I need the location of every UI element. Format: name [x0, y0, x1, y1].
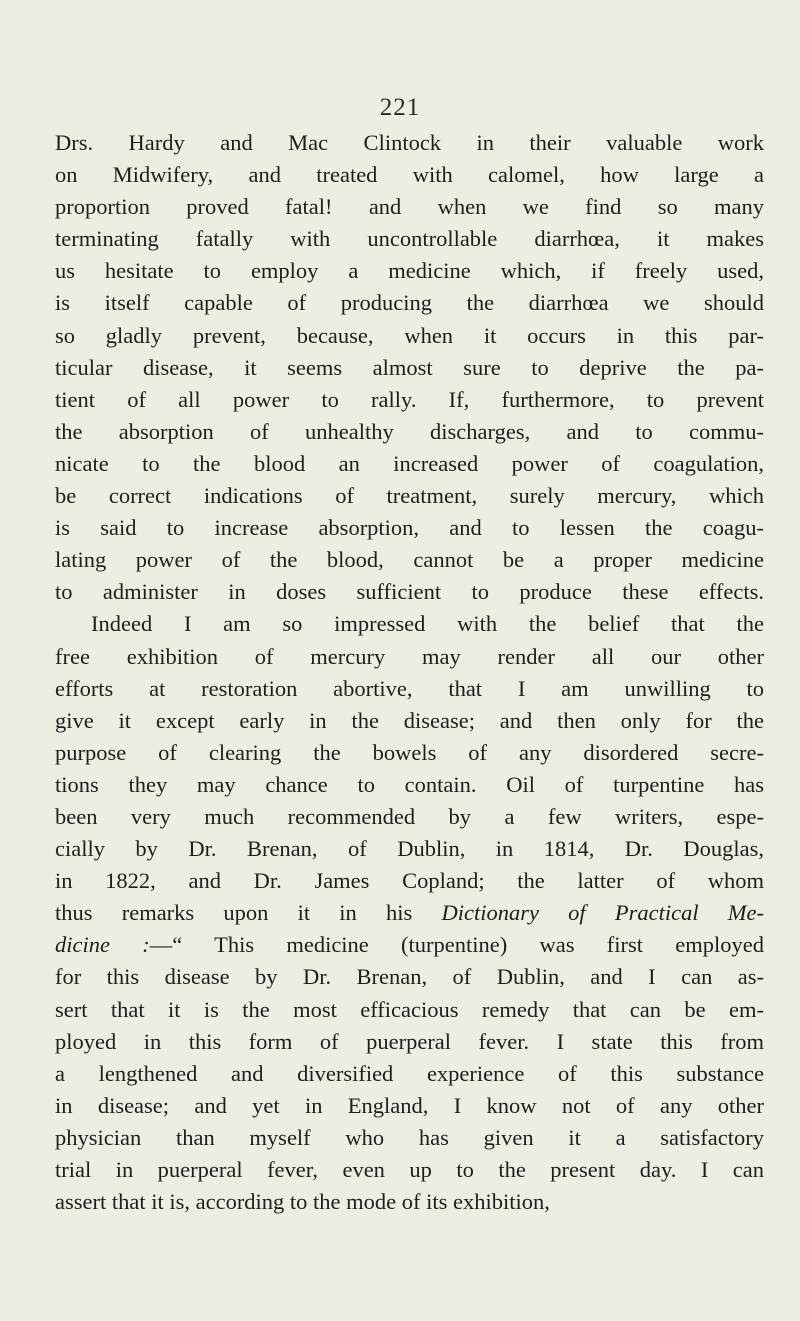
text-line: purpose of clearing the bowels of any disordered secre-	[55, 739, 764, 765]
page-number: 221	[379, 94, 421, 121]
text-line: to administer in doses sufficient to produce these effects.	[55, 579, 764, 605]
text-line: nicate to the blood an increased power of coagulation,	[55, 450, 764, 476]
text-line: cially by Dr. Brenan, of Dublin, in 1814, Dr. Douglas,	[55, 836, 764, 862]
text-line: lating power of the blood, cannot be a proper medicine	[55, 547, 764, 573]
body-text	[55, 127, 764, 1218]
italic-title: dicine :	[55, 932, 150, 958]
text-line: be correct indications of treatment, surely mercury, which	[55, 483, 764, 509]
text-line: a lengthened and diversified experience of this substance	[55, 1060, 764, 1086]
text-line: sert that it is the most efficacious remedy that can be em-	[55, 996, 764, 1022]
text-line: in disease; and yet in England, I know not of any other	[55, 1092, 764, 1118]
text-line-paragraph-start: Indeed I am so impressed with the belief that the	[91, 611, 764, 637]
text-line: been very much recommended by a few writers, espe-	[55, 803, 764, 829]
text-line: give it except early in the disease; and then only for the	[55, 707, 764, 733]
text-line: free exhibition of mercury may render all our other	[55, 643, 764, 669]
text-line: proportion proved fatal! and when we find so many	[55, 194, 764, 220]
text-line: the absorption of unhealthy discharges, and to commu-	[55, 418, 764, 444]
text-line: ployed in this form of puerperal fever. I state this from	[55, 1028, 764, 1054]
text-line: us hesitate to employ a medicine which, if freely used,	[55, 258, 764, 284]
text-line: terminating fatally with uncontrollable diarrhœa, it makes	[55, 226, 764, 252]
text-line-with-italic: thus remarks upon it in his Dictionary of Practical Me-	[55, 900, 764, 926]
text-line: so gladly prevent, because, when it occurs in this par-	[55, 322, 764, 348]
text-line: is itself capable of producing the diarrhœa we should	[55, 290, 764, 316]
text-line: physician than myself who has given it a satisfactory	[55, 1124, 764, 1150]
text-line: tient of all power to rally. If, furthermore, to prevent	[55, 386, 764, 412]
text-line: for this disease by Dr. Brenan, of Dublin, and I can as-	[55, 964, 764, 990]
text-line: ticular disease, it seems almost sure to deprive the pa-	[55, 354, 764, 380]
text-line: efforts at restoration abortive, that I am unwilling to	[55, 675, 764, 701]
text-line: is said to increase absorption, and to lessen the coagu-	[55, 515, 764, 541]
text-line: Drs. Hardy and Mac Clintock in their valuable work	[55, 130, 764, 155]
text-line: in 1822, and Dr. James Copland; the latter of whom	[55, 868, 764, 894]
italic-title: Dictionary of Practical Me-	[441, 900, 764, 926]
text-line-with-italic: dicine :—“ This medicine (turpentine) was first employed	[55, 932, 764, 958]
text-line: on Midwifery, and treated with calomel, how large a	[55, 162, 764, 188]
text-line: trial in puerperal fever, even up to the present day. I can	[55, 1157, 764, 1182]
text-line: assert that it is, according to the mode of its exhibition,	[55, 1189, 550, 1215]
text-line: tions they may chance to contain. Oil of turpentine has	[55, 771, 764, 797]
